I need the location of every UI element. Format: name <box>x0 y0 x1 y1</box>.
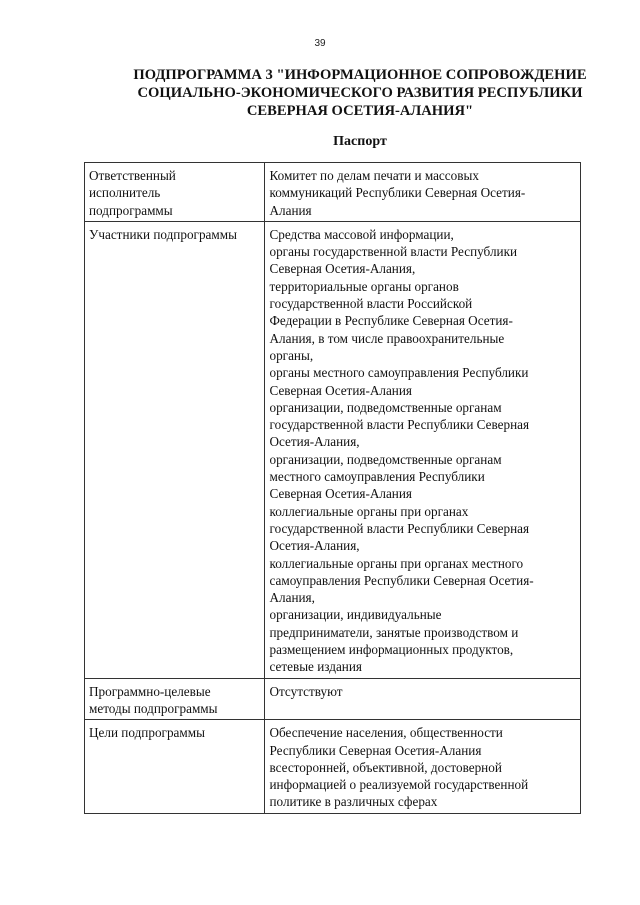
row-label-line: Программно-целевые <box>89 683 211 699</box>
row-value-line: Северная Осетия-Алания, <box>269 261 416 277</box>
row-label-line: методы подпрограммы <box>89 700 218 716</box>
row-value-line: территориальные органы органов <box>269 278 459 294</box>
row-label-cell <box>85 221 265 678</box>
row-value-line: Обеспечение населения, общественности <box>269 725 503 741</box>
table-row <box>85 163 581 222</box>
row-label-cell <box>85 163 265 222</box>
row-value-cell <box>265 720 581 813</box>
row-value-line: коллегиальные органы при органах <box>269 503 469 519</box>
table-row <box>85 221 581 678</box>
row-value-line: сетевые издания <box>269 659 362 675</box>
row-value-line: государственной власти Республики Северная <box>269 520 530 536</box>
row-label-line: исполнитель <box>89 185 161 201</box>
row-value-line: всесторонней, объективной, достоверной <box>269 759 502 775</box>
row-value-line: органы местного самоуправления Республики <box>269 365 529 381</box>
row-value-line: коллегиальные органы при органах местного <box>269 555 524 571</box>
row-label-line: подпрограммы <box>89 202 173 218</box>
row-value-line: коммуникаций Республики Северная Осетия- <box>269 185 526 201</box>
row-label-cell <box>85 720 265 813</box>
passport-table <box>84 162 581 814</box>
row-value-line: Федерации в Республике Северная Осетия- <box>269 313 513 329</box>
row-value-line: Северная Осетия-Алания <box>269 382 412 398</box>
row-value-cell <box>265 678 581 720</box>
passport-heading: Паспорт <box>333 134 387 149</box>
row-value-line: организации, подведомственные органам <box>269 451 502 467</box>
row-value-line: органы, <box>269 347 314 363</box>
title-line: СЕВЕРНАЯ ОСЕТИЯ-АЛАНИЯ" <box>246 103 474 119</box>
row-value-line: Алания, в том числе правоохранительные <box>269 330 505 346</box>
row-value-line: Северная Осетия-Алания <box>269 486 412 502</box>
row-value-line: Алания <box>269 202 312 218</box>
title-line: ПОДПРОГРАММА 3 "ИНФОРМАЦИОННОЕ СОПРОВОЖДЕНИЕ <box>133 67 587 83</box>
row-value-line: местного самоуправления Республики <box>269 469 485 485</box>
row-value-line: Отсутствуют <box>269 683 343 699</box>
row-value-cell <box>265 163 581 222</box>
title-line: СОЦИАЛЬНО-ЭКОНОМИЧЕСКОГО РАЗВИТИЯ РЕСПУБЛИКИ <box>137 85 583 101</box>
row-value-cell <box>265 221 581 678</box>
table-row <box>85 720 581 813</box>
row-value-line: государственной власти Республики Северная <box>269 417 530 433</box>
row-value-line: Комитет по делам печати и массовых <box>269 168 479 183</box>
table-row <box>85 678 581 720</box>
passport-table-body <box>85 163 581 814</box>
row-value-line: самоуправления Республики Северная Осетия- <box>269 572 534 588</box>
row-value-line: информацией о реализуемой государственной <box>269 777 529 793</box>
row-value-line: органы государственной власти Республики <box>269 244 518 260</box>
row-value-line: размещением информационных продуктов, <box>269 642 514 658</box>
row-label-line: Участники подпрограммы <box>89 226 237 242</box>
row-value-line: организации, индивидуальные <box>269 607 442 623</box>
row-label-line: Ответственный <box>89 168 176 183</box>
page-number: 39 <box>314 38 326 49</box>
page-title <box>80 66 640 120</box>
row-value-line: предприниматели, занятые производством и <box>269 624 519 640</box>
row-value-line: Средства массовой информации, <box>269 226 454 242</box>
row-value-line: Республики Северная Осетия-Алания <box>269 742 482 758</box>
row-label-cell <box>85 678 265 720</box>
row-value-line: Осетия-Алания, <box>269 434 360 450</box>
row-value-line: политике в различных сферах <box>269 794 438 810</box>
row-value-line: Осетия-Алания, <box>269 538 360 554</box>
row-value-line: государственной власти Российской <box>269 296 473 312</box>
row-value-line: Алания, <box>269 590 315 606</box>
row-label-line: Цели подпрограммы <box>89 725 205 741</box>
row-value-line: организации, подведомственные органам <box>269 399 502 415</box>
